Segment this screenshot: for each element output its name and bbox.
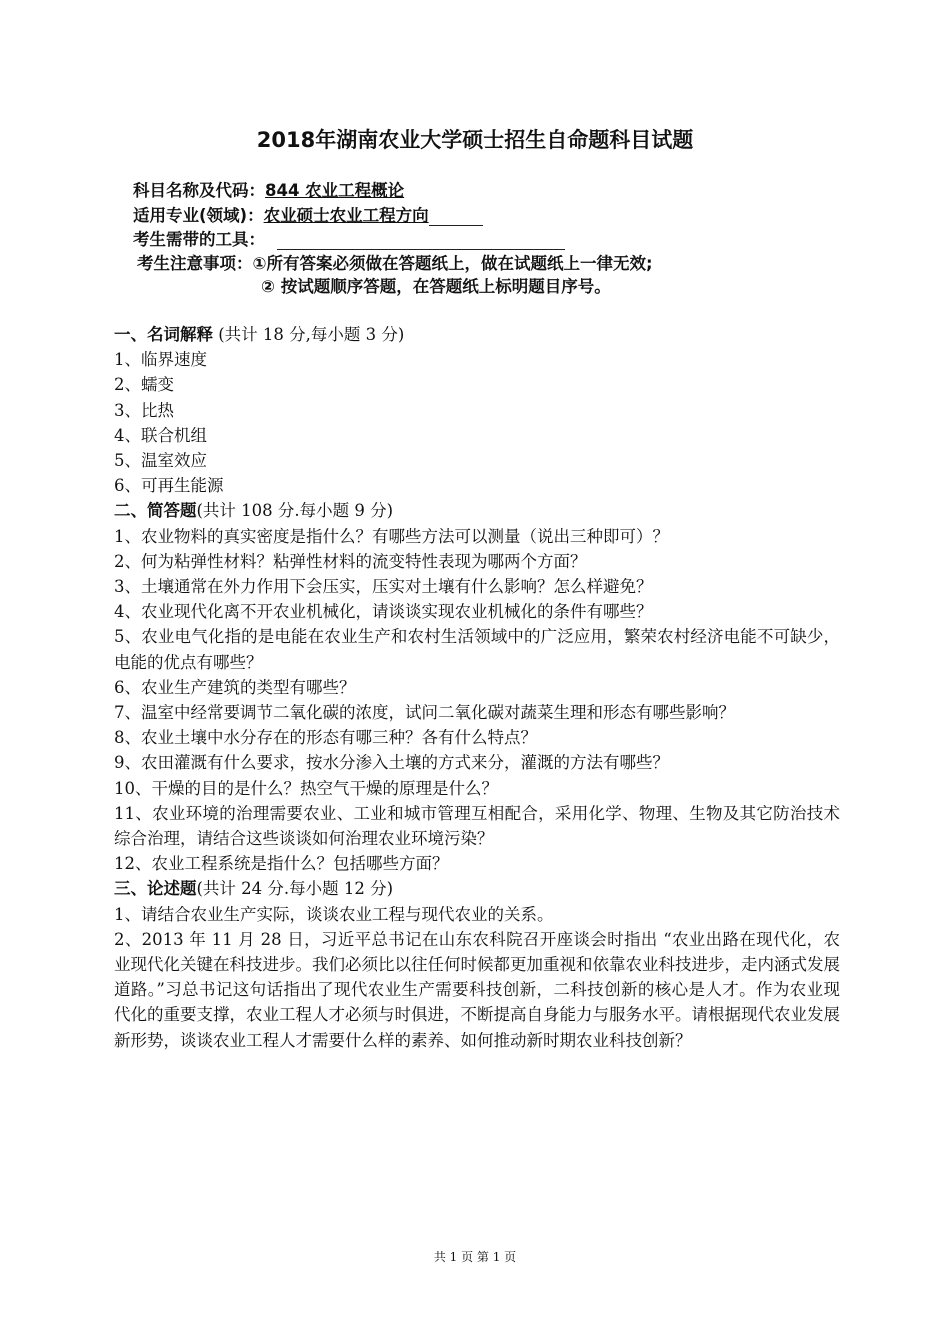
list-item: 3、比热 xyxy=(114,400,174,420)
tools-row xyxy=(133,226,565,250)
list-item: 4、农业现代化离不开农业机械化，请谈谈实现农业机械化的条件有哪些？ xyxy=(114,602,653,622)
list-item: 2、何为粘弹性材料？粘弹性材料的流变特性表现为哪两个方面？ xyxy=(114,551,587,571)
page-title: 2018年湖南农业大学硕士招生自命题科目试题 xyxy=(256,128,694,152)
section-3-heading: 三、论述题 xyxy=(114,879,197,899)
subject-row xyxy=(133,177,404,201)
section-2-header xyxy=(114,498,840,523)
list-item: 2、蠕变 xyxy=(114,375,174,395)
tools-blank-line xyxy=(277,233,565,250)
list-item: 6、可再生能源 xyxy=(114,476,224,496)
list-item: 8、农业土壤中水分存在的形态有哪三种？各有什么特点？ xyxy=(114,728,537,748)
list-item: 3、土壤通常在外力作用下会压实，压实对土壤有什么影响？怎么样避免？ xyxy=(114,577,653,597)
section-3-note: (共计 24 分.每小题 12 分) xyxy=(196,879,394,899)
list-item: 4、联合机组 xyxy=(114,425,207,445)
subject-label: 科目名称及代码： xyxy=(133,181,265,200)
section-2-heading: 二、简答题 xyxy=(114,501,197,521)
major-row xyxy=(133,202,483,226)
list-item: 1、农业物料的真实密度是指什么？有哪些方法可以测量（说出三种即可）？ xyxy=(114,526,669,546)
section-2-note: (共计 108 分.每小题 9 分) xyxy=(196,501,394,521)
list-item: 10、干燥的目的是什么？热空气干燥的原理是什么？ xyxy=(114,778,498,798)
notice-row xyxy=(137,250,653,274)
notice-label: 考生注意事项： xyxy=(137,254,253,273)
page-footer: 共 1 页 第 1 页 xyxy=(433,1250,517,1264)
list-item: 5、温室效应 xyxy=(114,451,207,471)
list-item: 12、农业工程系统是指什么？包括哪些方面？ xyxy=(114,854,449,874)
tools-label: 考生需带的工具： xyxy=(133,230,265,249)
section-1-note: (共计 18 分,每小题 3 分) xyxy=(213,325,405,344)
list-item: 2、2013 年 11 月 28 日，习近平总书记在山东农科院召开座谈会时指出 “农业出路在现代化，农业现代化关键在科技进步。我们必须比以往任何时候都更加重视和依靠农业科技进步，走内涵式发展道路。”习总书记这句话指出了现代农业生产需要科技创新，二科技创新的核心是人才。作为农业现代化的重要支撑，农业工程人才必须与时俱进，不断提高自身能力与服务水平。请根据现代农业发展新形势，谈谈农业工程人才需要什么样的素养、如何推动新时期农业科技创新？ xyxy=(114,929,840,1050)
major-value: 农业硕士农业工程方向 xyxy=(263,206,429,225)
section-3-header xyxy=(114,876,840,901)
subject-value: 844 农业工程概论 xyxy=(265,181,405,200)
list-item: 11、农业环境的治理需要农业、工业和城市管理互相配合，采用化学、物理、生物及其它防治技术综合治理，请结合这些谈谈如何治理农业环境污染？ xyxy=(114,803,840,849)
exam-content xyxy=(114,322,840,1053)
section-1-header xyxy=(114,322,840,347)
list-item: 1、临界速度 xyxy=(114,350,207,370)
list-item: 5、农业电气化指的是电能在农业生产和农村生活领域中的广泛应用，繁荣农村经济电能不可缺少，电能的优点有哪些？ xyxy=(114,627,840,672)
list-item: 6、农业生产建筑的类型有哪些？ xyxy=(114,677,356,697)
notice-item-2: ② 按试题顺序答题，在答题纸上标明题目序号。 xyxy=(261,277,611,296)
section-1-heading: 一、名词解释 xyxy=(114,325,213,344)
major-underline xyxy=(429,211,483,226)
major-label: 适用专业(领域)： xyxy=(133,206,264,225)
list-item: 7、温室中经常要调节二氧化碳的浓度，试问二氧化碳对蔬菜生理和形态有哪些影响？ xyxy=(114,703,735,723)
list-item: 1、请结合农业生产实际，谈谈农业工程与现代农业的关系。 xyxy=(114,904,554,924)
notice-item-1: ①所有答案必须做在答题纸上，做在试题纸上一律无效; xyxy=(252,254,653,273)
list-item: 9、农田灌溉有什么要求，按水分渗入土壤的方式来分，灌溉的方法有哪些？ xyxy=(114,753,669,773)
